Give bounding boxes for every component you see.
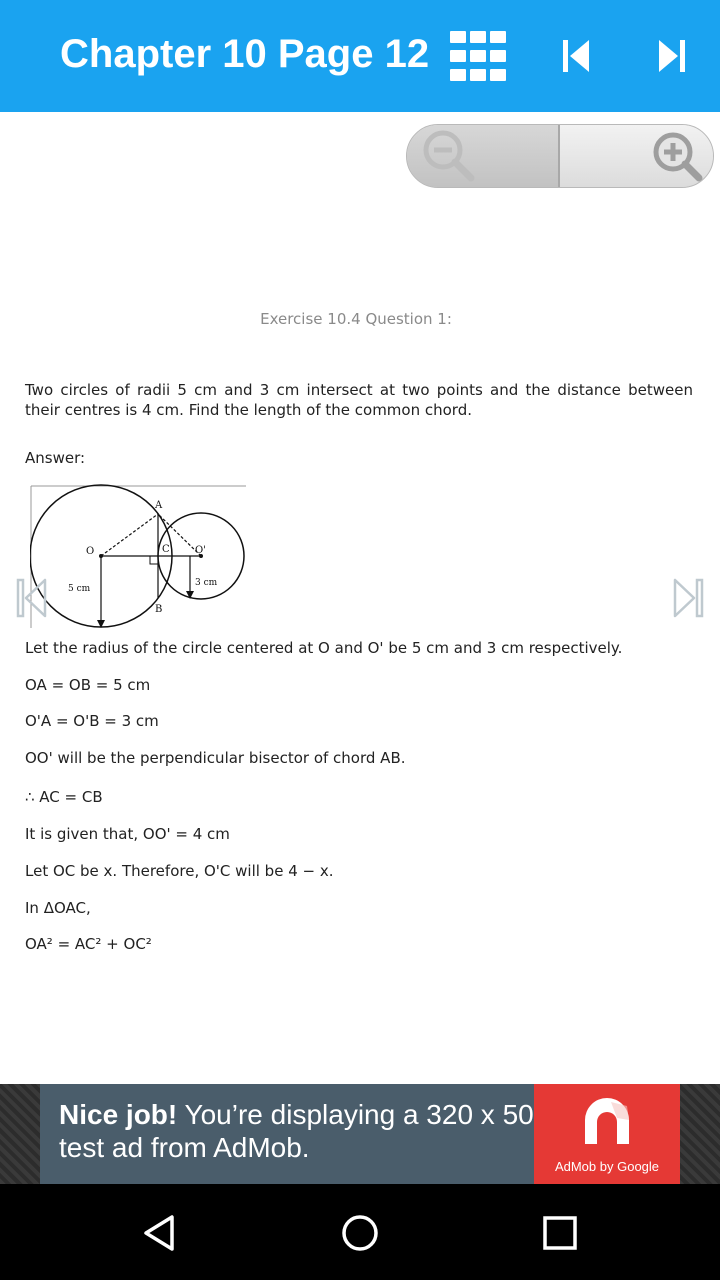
ad-banner[interactable] (0, 1084, 720, 1184)
label-o: O (86, 546, 95, 557)
admob-caption: AdMob by Google (554, 1159, 660, 1174)
first-page-button[interactable] (544, 26, 608, 86)
app-bar (0, 0, 720, 112)
ad-content[interactable] (40, 1084, 534, 1184)
solution-line: In ΔOAC, (25, 899, 91, 917)
solution-line: Let OC be x. Therefore, O'C will be 4 − x. (25, 862, 334, 880)
label-radius-5: 5 cm (68, 584, 91, 594)
previous-page-button[interactable] (16, 578, 48, 618)
solution-line: OO' will be the perpendicular bisector of chord AB. (25, 749, 406, 767)
solution-line: Let the radius of the circle centered at O and O' be 5 cm and 3 cm respectively. (25, 639, 623, 657)
home-icon (340, 1213, 380, 1253)
back-icon (140, 1213, 180, 1253)
solution-line: O'A = O'B = 3 cm (25, 712, 159, 730)
last-page-icon (657, 39, 687, 73)
ad-message: You’re displaying a 320 x 50 test ad from AdMob. (59, 1099, 534, 1163)
page-content (0, 112, 720, 1084)
grid-button[interactable] (446, 26, 510, 86)
circles-figure (30, 484, 248, 630)
first-page-icon (561, 39, 591, 73)
home-button[interactable] (335, 1208, 385, 1258)
next-page-button[interactable] (672, 578, 704, 618)
label-c: C (162, 544, 170, 555)
previous-page-icon (16, 578, 48, 618)
question-text: Two circles of radii 5 cm and 3 cm intersect at two points and the distance between their centres is 4 cm. Find the length of the common chord. (25, 381, 693, 419)
exercise-title: Exercise 10.4 Question 1: (260, 310, 452, 328)
recents-button[interactable] (535, 1208, 585, 1258)
recents-icon (540, 1213, 580, 1253)
page-title: Chapter 10 Page 12 (60, 32, 430, 76)
last-page-button[interactable] (640, 26, 704, 86)
solution-line: OA = OB = 5 cm (25, 676, 151, 694)
system-nav-bar (0, 1184, 720, 1280)
ad-text (59, 1098, 534, 1164)
grid-icon (448, 28, 508, 84)
label-b: B (155, 604, 163, 615)
solution-line: ∴ AC = CB (25, 788, 103, 806)
back-button[interactable] (135, 1208, 185, 1258)
label-radius-3: 3 cm (195, 578, 218, 588)
solution-line: OA² = AC² + OC² (25, 935, 152, 953)
answer-label: Answer: (25, 449, 86, 467)
admob-icon (577, 1092, 637, 1152)
label-o-prime: O' (195, 545, 206, 556)
admob-logo[interactable] (534, 1084, 680, 1184)
ad-bold-text: Nice job! (59, 1099, 178, 1130)
next-page-icon (672, 578, 704, 618)
solution-line: It is given that, OO' = 4 cm (25, 825, 230, 843)
label-a: A (155, 500, 163, 511)
